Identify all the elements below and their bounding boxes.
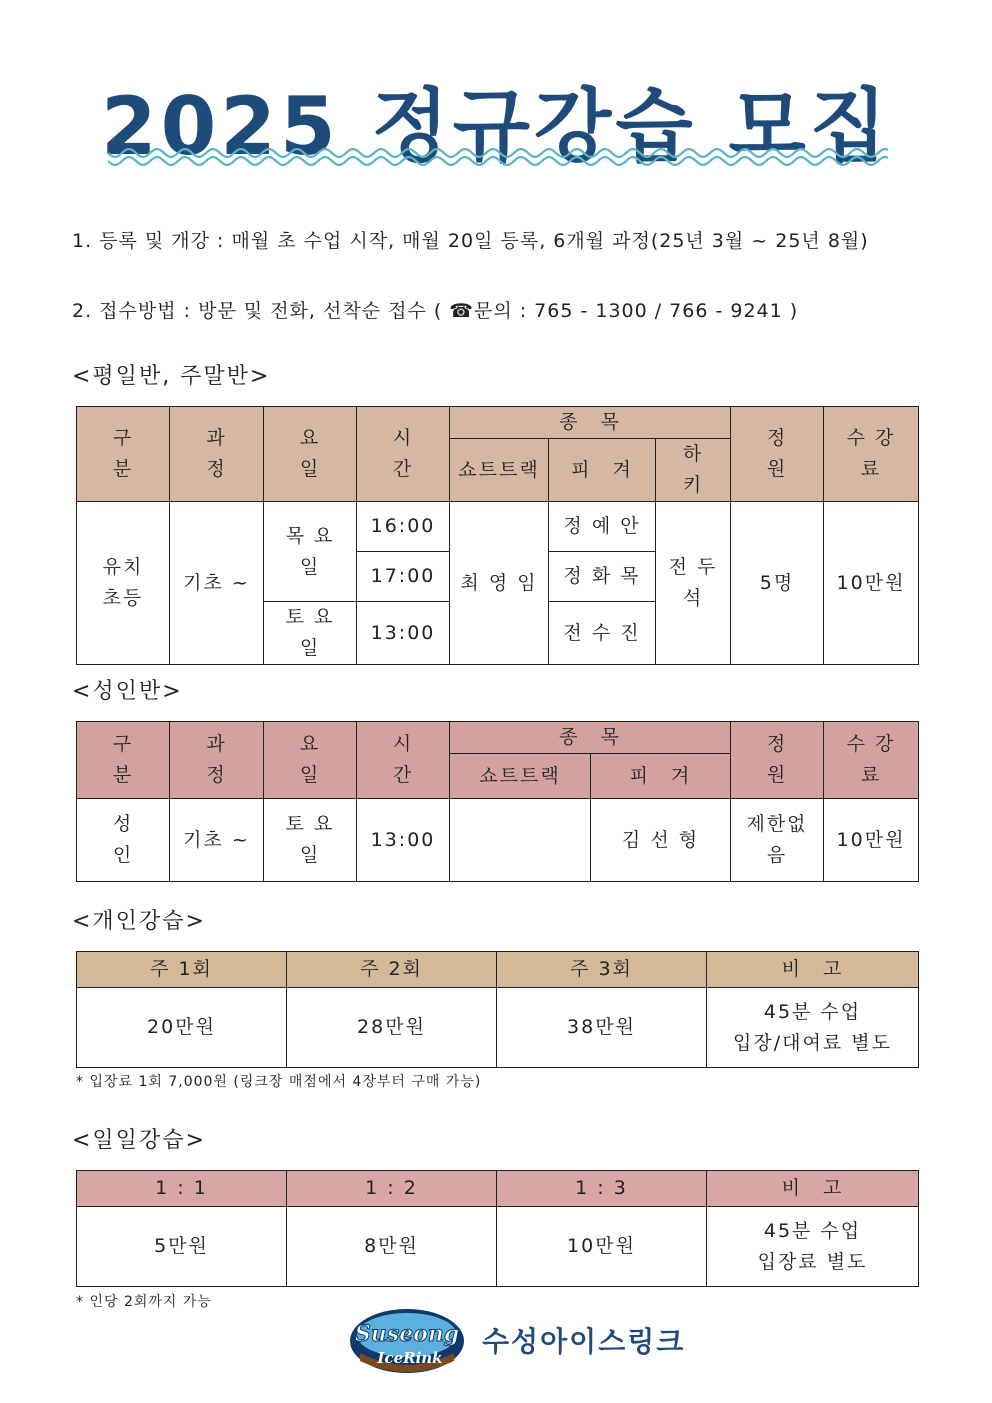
header-short-track: 쇼트트랙 <box>450 439 549 502</box>
wave-divider-icon <box>108 146 888 168</box>
daily-lesson-table <box>76 1170 919 1287</box>
cell-fee: 10만원 <box>824 502 919 665</box>
header-ratio-1-2: 1 : 2 <box>287 1171 497 1207</box>
header-capacity: 정 원 <box>731 407 824 502</box>
cell-course: 기초 ~ <box>170 502 264 665</box>
weekday-table <box>76 406 919 665</box>
header-remarks: 비 고 <box>707 952 919 988</box>
cell-remarks: 45분 수업 입장료 별도 <box>707 1207 919 1287</box>
cell-category: 유치 초등 <box>77 502 170 665</box>
cell-fee: 10만원 <box>824 799 919 882</box>
private-note: * 입장료 1회 7,000원 (링크장 매점에서 4장부터 구매 가능) <box>76 1074 482 1090</box>
cell-time: 17:00 <box>357 552 450 602</box>
private-lesson-table <box>76 951 919 1068</box>
ice-rink-logo-icon <box>348 1305 466 1375</box>
header-sport: 종 목 <box>450 407 731 439</box>
header-category: 구 분 <box>77 722 170 799</box>
application-info: 2. 접수방법 : 방문 및 전화, 선착순 접수 ( ☎문의 : 765 - 1300 / 766 - 9241 ) <box>72 300 799 322</box>
header-category: 구 분 <box>77 407 170 502</box>
cell-short-track-coach: 최 영 임 <box>450 502 549 665</box>
section-heading-private: <개인강습> <box>72 909 206 934</box>
section-heading-adult: <성인반> <box>72 679 183 704</box>
cell-price: 28만원 <box>287 988 497 1068</box>
header-time: 시 간 <box>357 407 450 502</box>
header-sport: 종 목 <box>450 722 731 754</box>
page-title: 2025 정규강습 모집 <box>100 80 892 173</box>
cell-price: 10만원 <box>497 1207 707 1287</box>
cell-category: 성 인 <box>77 799 170 882</box>
cell-figure-coach: 정 예 안 <box>549 502 656 552</box>
cell-time: 13:00 <box>357 602 450 665</box>
header-twice-weekly: 주 2회 <box>287 952 497 988</box>
header-fee: 수 강 료 <box>824 407 919 502</box>
logo-text-top: Suseong <box>354 1321 460 1347</box>
header-course: 과 정 <box>170 407 264 502</box>
cell-price: 5만원 <box>77 1207 287 1287</box>
cell-figure-coach: 정 화 목 <box>549 552 656 602</box>
header-figure: 피 겨 <box>591 754 731 799</box>
cell-figure-coach: 전 수 진 <box>549 602 656 665</box>
cell-capacity: 5명 <box>731 502 824 665</box>
header-day: 요 일 <box>264 407 357 502</box>
cell-day-saturday: 토 요 일 <box>264 602 357 665</box>
header-fee: 수 강 료 <box>824 722 919 799</box>
header-time: 시 간 <box>357 722 450 799</box>
header-course: 과 정 <box>170 722 264 799</box>
header-ratio-1-1: 1 : 1 <box>77 1171 287 1207</box>
header-once-weekly: 주 1회 <box>77 952 287 988</box>
registration-info: 1. 등록 및 개강 : 매월 초 수업 시작, 매월 20일 등록, 6개월 과정(25년 3월 ~ 25년 8월) <box>72 230 869 252</box>
header-figure: 피 겨 <box>549 439 656 502</box>
header-capacity: 정 원 <box>731 722 824 799</box>
cell-price: 38만원 <box>497 988 707 1068</box>
cell-capacity: 제한없 음 <box>731 799 824 882</box>
section-heading-weekday: <평일반, 주말반> <box>72 364 271 389</box>
header-hockey: 하 키 <box>656 439 731 502</box>
rink-name: 수성아이스링크 <box>482 1325 686 1358</box>
daily-note: * 인당 2회까지 가능 <box>76 1294 212 1310</box>
adult-table <box>76 721 919 882</box>
cell-course: 기초 ~ <box>170 799 264 882</box>
header-remarks: 비 고 <box>707 1171 919 1207</box>
section-heading-daily: <일일강습> <box>72 1128 206 1153</box>
header-ratio-1-3: 1 : 3 <box>497 1171 707 1207</box>
cell-day: 토 요 일 <box>264 799 357 882</box>
cell-time: 16:00 <box>357 502 450 552</box>
cell-price: 20만원 <box>77 988 287 1068</box>
logo-text-bottom: IceRink <box>377 1349 443 1367</box>
header-thrice-weekly: 주 3회 <box>497 952 707 988</box>
cell-hockey-coach: 전 두 석 <box>656 502 731 665</box>
cell-short-track-coach <box>450 799 591 882</box>
header-day: 요 일 <box>264 722 357 799</box>
cell-price: 8만원 <box>287 1207 497 1287</box>
cell-figure-coach: 김 선 형 <box>591 799 731 882</box>
cell-time: 13:00 <box>357 799 450 882</box>
cell-day-thursday: 목 요 일 <box>264 502 357 602</box>
cell-remarks: 45분 수업 입장/대여료 별도 <box>707 988 919 1068</box>
header-short-track: 쇼트트랙 <box>450 754 591 799</box>
